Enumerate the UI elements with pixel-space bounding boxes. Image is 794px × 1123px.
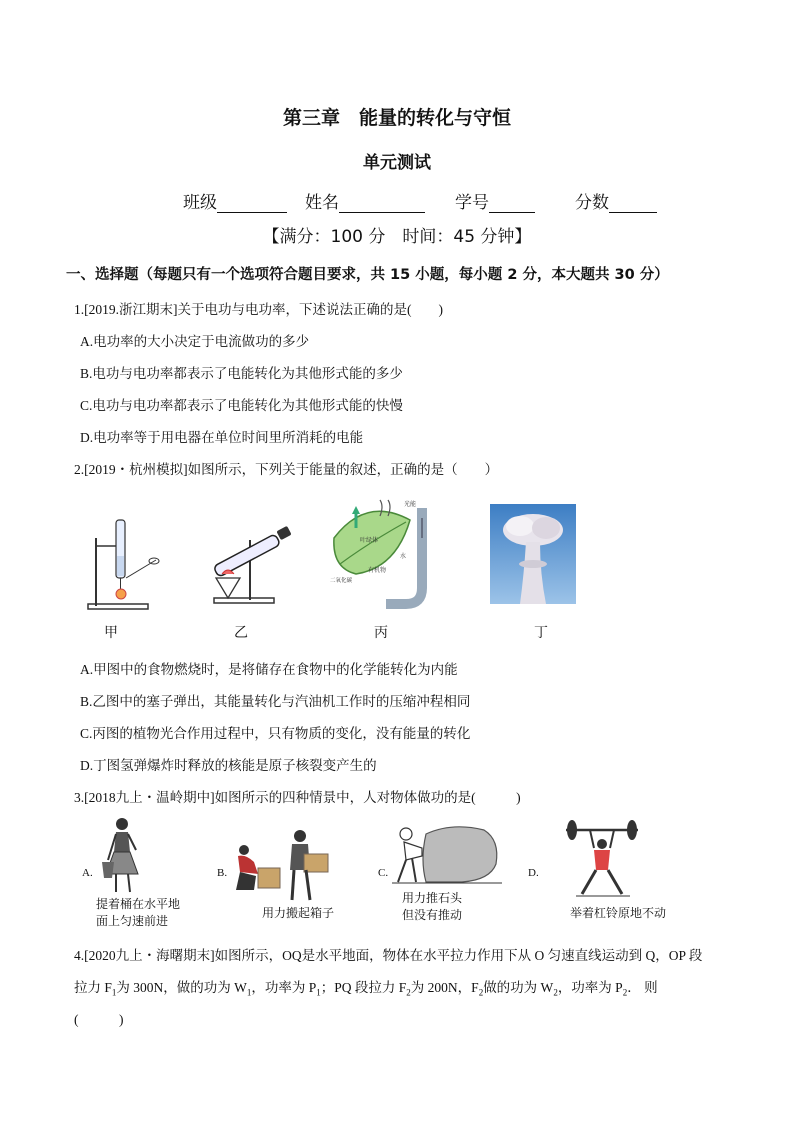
- q4-text-d: ；PQ 段拉力 F: [320, 980, 407, 995]
- class-blank[interactable]: [217, 194, 287, 213]
- figure-label-yi: 乙: [234, 626, 248, 641]
- score-blank[interactable]: [609, 194, 657, 213]
- leaf-label-organic: 有机物: [368, 568, 387, 574]
- scene-b-letter: B.: [217, 867, 228, 879]
- section-heading: 一、选择题（每题只有一个选项符合题目要求，共 15 小题，每小题 2 分，本大题共 30 分）: [66, 267, 669, 283]
- name-field: [305, 188, 425, 213]
- question-2-stem: 2.[2019・杭州模拟]如图所示，下列关于能量的叙述，正确的是（ ）: [74, 462, 499, 477]
- class-label: 班级: [183, 193, 217, 213]
- class-field: [183, 188, 287, 213]
- id-label: 学号: [455, 193, 489, 213]
- leaf-label-chloroplast: 叶绿体: [360, 538, 379, 544]
- leaf-label-light: 光能: [404, 502, 417, 508]
- figure-label-jia: 甲: [104, 626, 118, 641]
- scene-c-letter: C.: [378, 867, 389, 879]
- score-label: 分数: [575, 193, 609, 213]
- question-4-stem-line-2: [74, 976, 658, 998]
- scene-a-caption-line-2: 面上匀速前进: [96, 914, 169, 928]
- scene-d-weightlifter: [560, 818, 644, 902]
- question-2-option-a[interactable]: A.甲图中的食物燃烧时，是将储存在食物中的化学能转化为内能: [80, 662, 458, 677]
- scene-a-caption-line-1: 提着桶在水平地: [96, 897, 181, 911]
- q4-text-h: ． 则: [627, 980, 658, 995]
- q4-sub-f1: 1: [111, 987, 117, 998]
- scene-c-caption-line-1: 用力推石头: [402, 891, 463, 905]
- scene-b-caption: [262, 905, 334, 922]
- exam-meta: 【满分：100 分 时间：45 分钟】: [262, 227, 532, 247]
- question-1-option-c[interactable]: C.电功与电功率都表示了电能转化为其他形式能的快慢: [80, 398, 403, 413]
- scene-c-caption-line-2: 但没有推动: [402, 908, 463, 922]
- question-4-stem-line-3: ( ): [74, 1012, 124, 1027]
- q4-text-b: 为 300N，做的功为 W: [116, 980, 247, 995]
- scene-a-caption: [96, 896, 180, 930]
- score-field: [575, 188, 657, 213]
- leaf-label-co2: 二氧化碳: [330, 578, 353, 584]
- figure-label-ding: 丁: [534, 626, 548, 641]
- leaf-label-water: 水: [400, 554, 407, 560]
- figure-label-bing: 丙: [374, 626, 388, 641]
- figure-jia-burning-food: [86, 508, 168, 612]
- question-2-option-c[interactable]: C.丙图的植物光合作用过程中，只有物质的变化，没有能量的转化: [80, 726, 471, 741]
- figure-bing-photosynthesis: [326, 498, 444, 612]
- question-1-stem: 1.[2019.浙江期末]关于电功与电功率，下述说法正确的是( ): [74, 302, 443, 317]
- figure-yi-test-tube: [200, 520, 300, 608]
- q4-sub-p2: 2: [622, 987, 628, 998]
- id-blank[interactable]: [489, 194, 535, 213]
- scene-a-letter: A.: [82, 867, 93, 879]
- figure-ding-mushroom-cloud: [490, 504, 576, 604]
- question-4-stem-line-1: 4.[2020九上・海曙期末]如图所示，OQ是水平地面，物体在水平拉力作用下从 O 匀速直线运动到 Q，OP 段: [74, 948, 703, 963]
- question-2-option-b[interactable]: B.乙图中的塞子弹出，其能量转化与汽油机工作时的压缩冲程相同: [80, 694, 471, 709]
- question-1-option-b[interactable]: B.电功与电功率都表示了电能转化为其他形式能的多少: [80, 366, 403, 381]
- question-1-option-a[interactable]: A.电功率的大小决定于电流做功的多少: [80, 334, 310, 349]
- chapter-title: 第三章 能量的转化与守恒: [282, 107, 511, 129]
- q4-text-c: ，功率为 P: [251, 980, 317, 995]
- q4-sub-w1: 1: [246, 987, 252, 998]
- scene-c-pushing-rock: [392, 820, 502, 886]
- id-field: [455, 188, 535, 213]
- question-2-option-d[interactable]: D.丁图氢弹爆炸时释放的核能是原子核裂变产生的: [80, 758, 377, 773]
- name-blank[interactable]: [339, 194, 425, 213]
- name-label: 姓名: [305, 193, 339, 213]
- question-3-stem: 3.[2018九上・温岭期中]如图所示的四种情景中，人对物体做功的是( ): [74, 790, 521, 805]
- scene-c-caption: [402, 890, 462, 924]
- scene-b-lifting-box: [230, 828, 342, 904]
- scene-d-caption: [570, 905, 666, 922]
- q4-text-e: 为 200N，F: [410, 980, 479, 995]
- q4-sub-f2b: 2: [478, 987, 484, 998]
- q4-text-f: 做的功为 W: [483, 980, 554, 995]
- q4-text-a: 拉力 F: [74, 980, 112, 995]
- scene-d-caption-line-1: 举着杠铃原地不动: [570, 906, 667, 920]
- test-subtitle: 单元测试: [363, 153, 431, 173]
- q4-sub-f2: 2: [406, 987, 411, 998]
- scene-b-caption-line-1: 用力搬起箱子: [262, 906, 335, 920]
- scene-a-woman-carrying-bucket: [96, 816, 150, 896]
- scene-d-letter: D.: [528, 867, 539, 879]
- q4-text-g: ，功率为 P: [557, 980, 623, 995]
- q4-sub-w2: 2: [553, 987, 558, 998]
- q4-sub-p1: 1: [316, 987, 321, 998]
- question-1-option-d[interactable]: D.电功率等于用电器在单位时间里所消耗的电能: [80, 430, 364, 445]
